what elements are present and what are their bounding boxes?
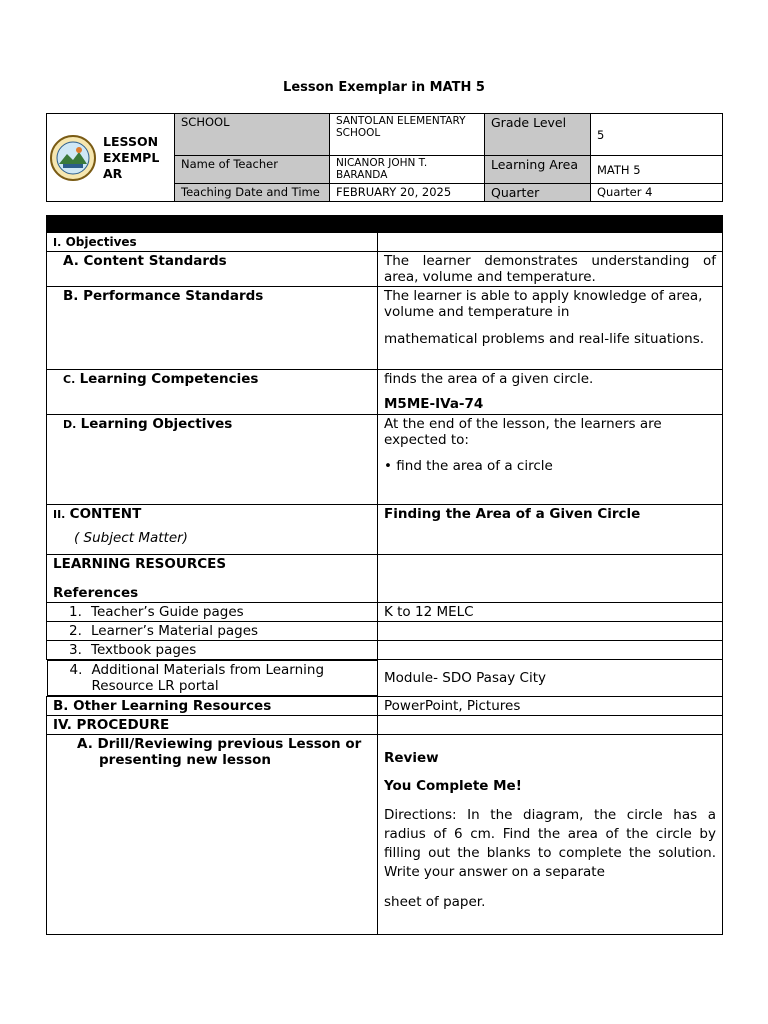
content-value: Finding the Area of a Given Circle (378, 505, 723, 555)
competency-code: M5ME-IVa-74 (384, 396, 484, 412)
teacher-value: NICANOR JOHN T. BARANDA (330, 156, 485, 184)
learning-objective-item (384, 458, 716, 474)
school-label: SCHOOL (175, 114, 330, 156)
activity-title: You Complete Me! (384, 778, 522, 794)
date-value: FEBRUARY 20, 2025 (330, 184, 485, 202)
grade-level-value: 5 (591, 114, 723, 156)
objectives-heading-label: Objectives (65, 235, 137, 249)
learning-objectives-value-cell (378, 415, 723, 505)
resource-value: K to 12 MELC (378, 603, 723, 622)
resource-item: 1. Teacher’s Guide pages (47, 603, 378, 622)
lesson-exemplar-label: LESSON EXEMPLAR (103, 133, 160, 181)
learning-objective-text: find the area of a circle (396, 458, 553, 474)
resource-value (378, 641, 723, 660)
content-label-cell (47, 505, 378, 555)
review-heading: Review (384, 750, 439, 766)
grade-level-label: Grade Level (485, 114, 591, 156)
teacher-label: Name of Teacher (175, 156, 330, 184)
drill-label: A. Drill/Reviewing previous Lesson or presenting new lesson (47, 735, 378, 935)
document-title: Lesson Exemplar in MATH 5 (283, 80, 485, 95)
learning-objectives-label: Learning Objectives (80, 416, 233, 432)
school-seal-icon (49, 134, 97, 182)
performance-standards-label: B. Performance Standards (47, 287, 378, 370)
procedure-heading: IV. PROCEDURE (47, 716, 378, 735)
content-num: II. (53, 508, 66, 521)
subject-matter-label: ( Subject Matter) (74, 530, 188, 546)
content-standards-label: A. Content Standards (47, 252, 378, 287)
other-resources-label: B. Other Learning Resources (47, 697, 378, 716)
performance-standards-line2: mathematical problems and real-life situations. (384, 331, 705, 347)
learning-resources-heading: LEARNING RESOURCES (53, 556, 227, 572)
competencies-value: finds the area of a given circle. (384, 371, 594, 387)
lesson-table (46, 215, 723, 935)
resource-label: Learner’s Material pages (91, 623, 259, 639)
learning-area-label: Learning Area (485, 156, 591, 184)
date-label: Teaching Date and Time (175, 184, 330, 202)
resource-label: Additional Materials from Learning Resource LR portal (91, 662, 325, 694)
resource-item: 2. Learner’s Material pages (47, 622, 378, 641)
learning-objectives-intro: At the end of the lesson, the learners are expected to: (384, 416, 662, 448)
drill-content-cell (378, 735, 723, 935)
competencies-value-cell (378, 370, 723, 415)
objectives-heading (47, 233, 378, 252)
quarter-value: Quarter 4 (591, 184, 723, 202)
performance-standards-value (378, 287, 723, 370)
learning-resources-cell (47, 555, 378, 603)
learning-objectives-label-cell (47, 415, 378, 505)
other-resources-value: PowerPoint, Pictures (378, 697, 723, 716)
logo-cell (47, 114, 175, 202)
resource-item: 3. Textbook pages (47, 641, 378, 660)
directions-text-2: sheet of paper. (384, 894, 486, 910)
references-heading: References (53, 585, 139, 601)
learning-objectives-letter: D. (63, 418, 77, 431)
performance-standards-line1: The learner is able to apply knowledge of area, volume and temperature in (384, 288, 703, 320)
bullet-icon: • (384, 458, 392, 474)
school-value: SANTOLAN ELEMENTARY SCHOOL (330, 114, 485, 156)
header-info-table (46, 113, 723, 202)
resource-value (378, 622, 723, 641)
resource-item: 4. Additional Materials from Learning Resource LR portal (47, 660, 378, 696)
learning-area-value: MATH 5 (591, 156, 723, 184)
directions-text: Directions: In the diagram, the circle has a radius of 6 cm. Find the area of the circle by filling out the blanks to complete the solution. Write your answer on a separate (384, 807, 716, 880)
competencies-label-cell (47, 370, 378, 415)
competencies-label: Learning Competencies (79, 371, 259, 387)
resource-value: Module- SDO Pasay City (378, 660, 723, 697)
resource-label: Textbook pages (91, 642, 197, 658)
resource-label: Teacher’s Guide pages (91, 604, 244, 620)
content-label: CONTENT (69, 506, 142, 522)
objectives-num: I. (53, 236, 62, 249)
table-header-bar (47, 216, 723, 233)
content-standards-value: The learner demonstrates understanding of area, volume and temperature. (378, 252, 723, 287)
competencies-letter: C. (63, 373, 76, 386)
quarter-label: Quarter (485, 184, 591, 202)
